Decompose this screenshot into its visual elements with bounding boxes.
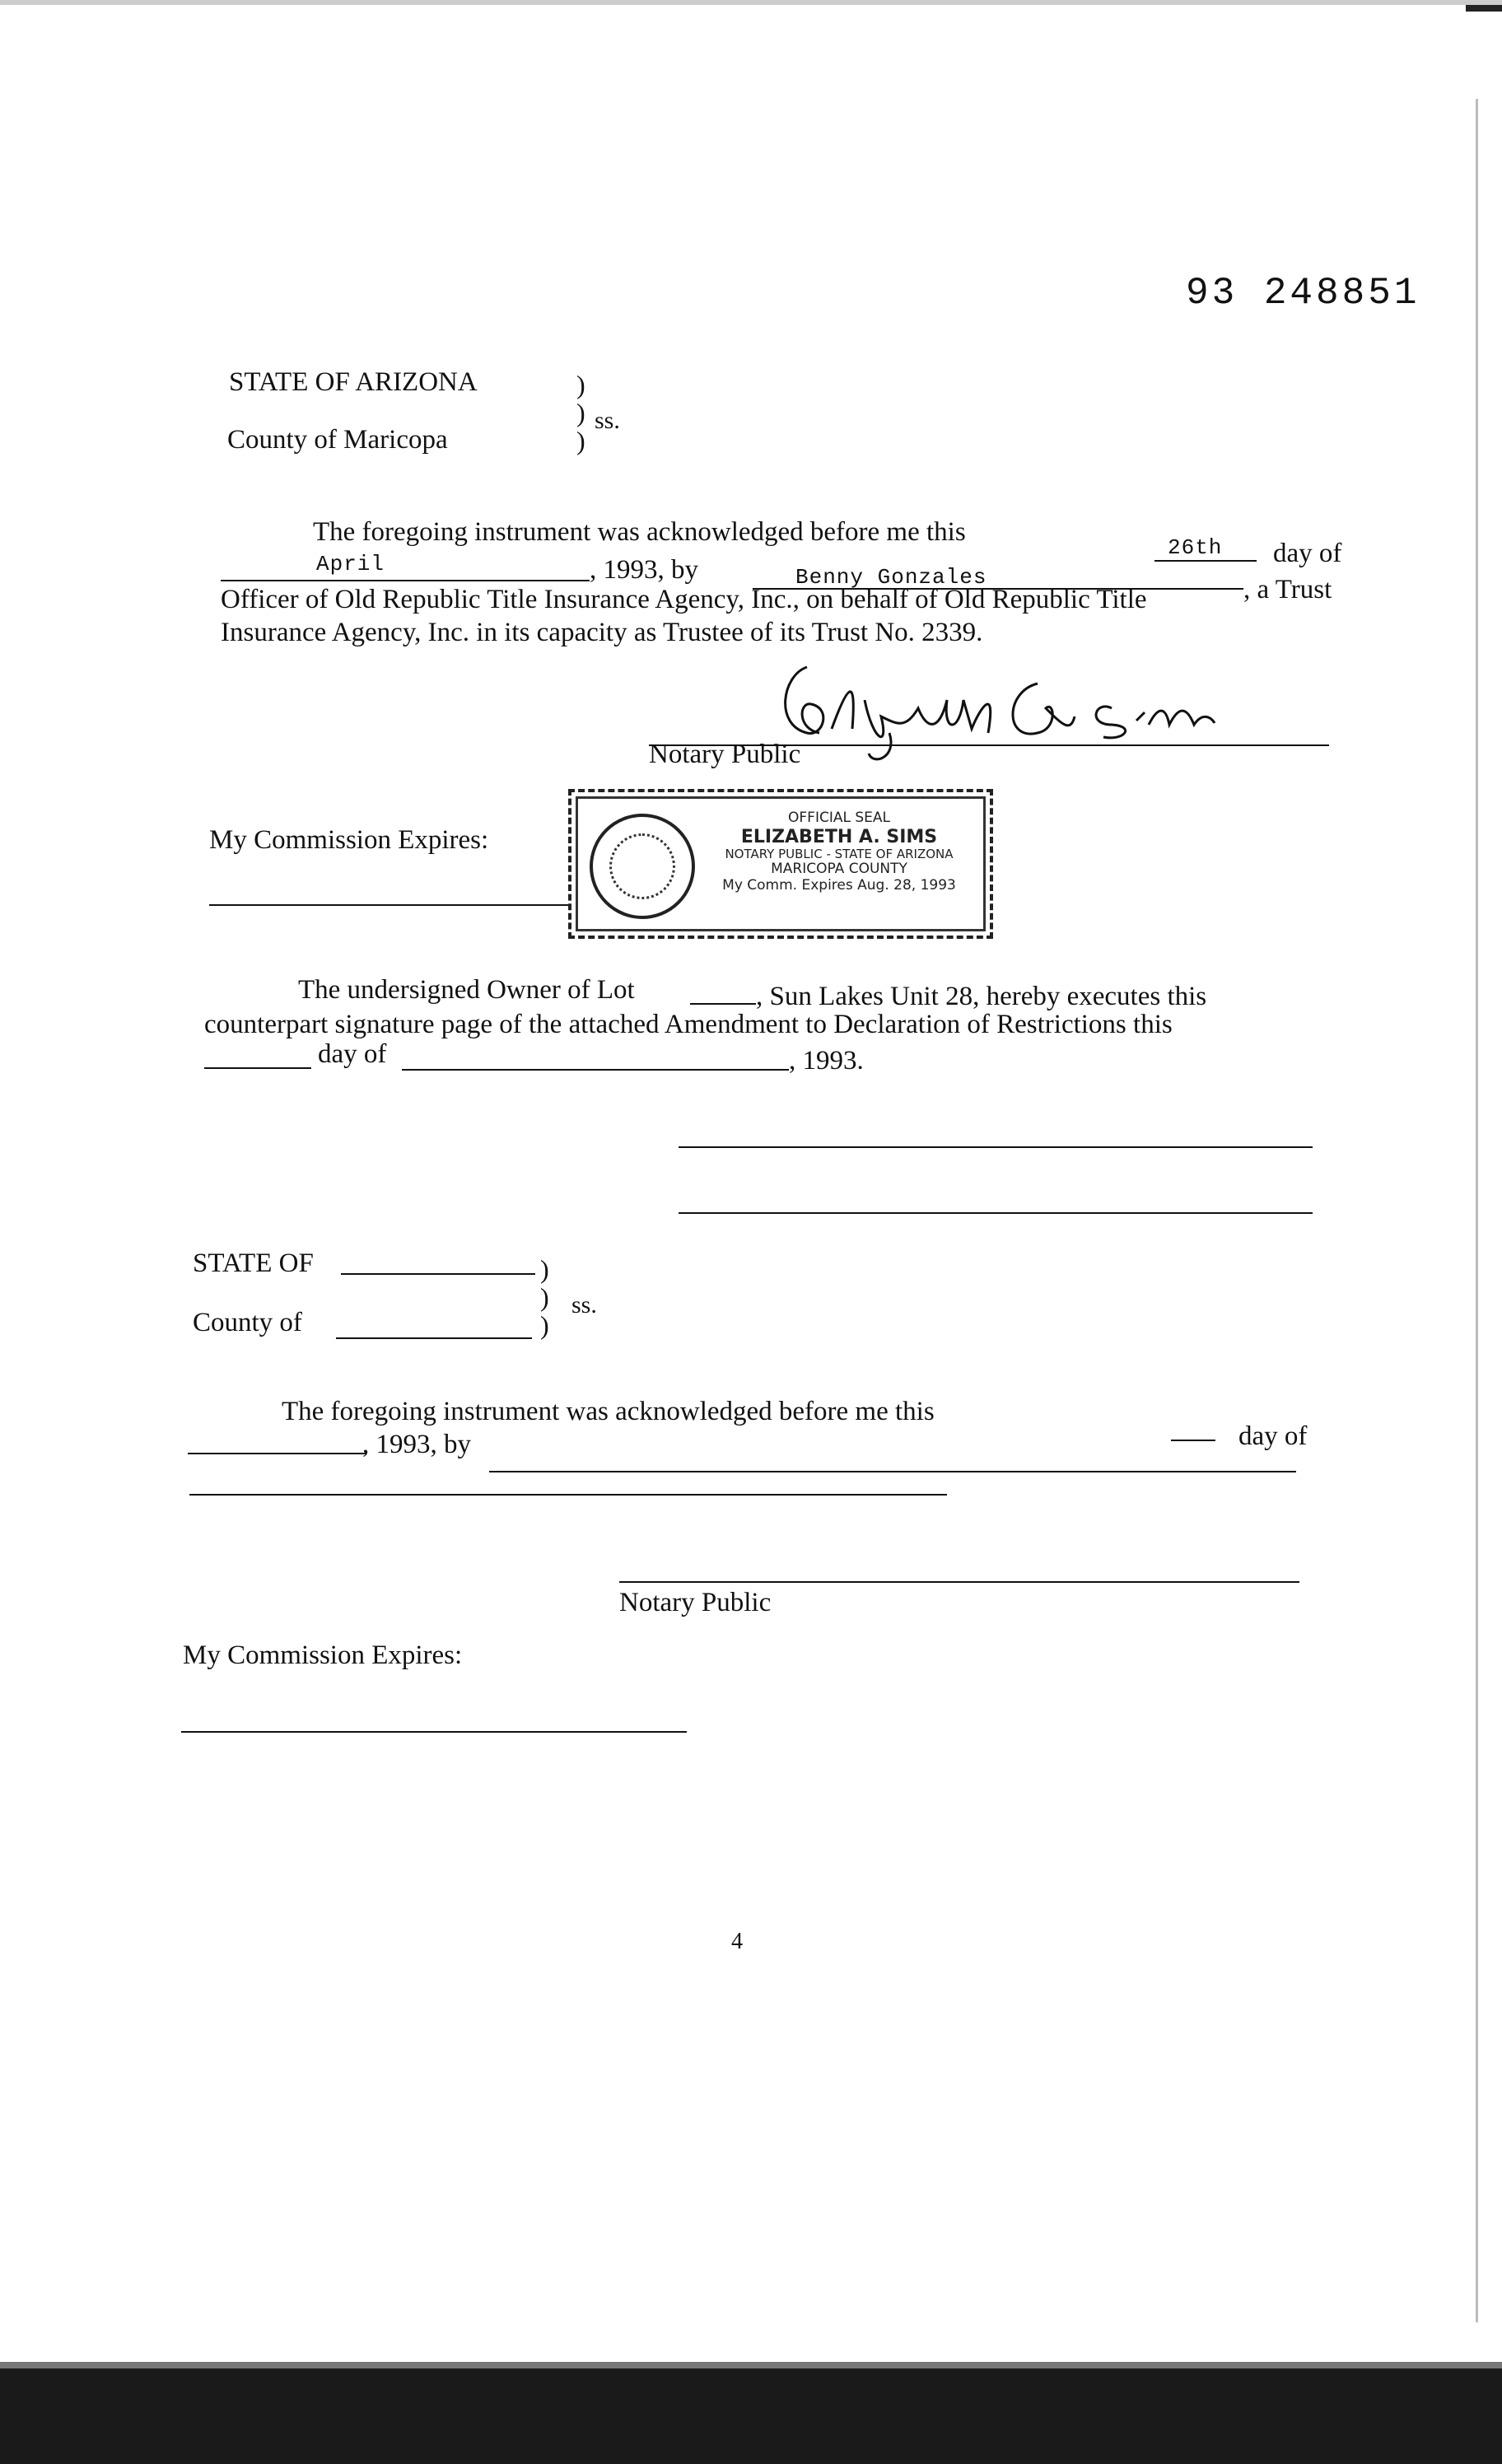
county-blank-label: County of <box>193 1308 302 1337</box>
notary-public-label: Notary Public <box>649 740 801 769</box>
state-label: STATE OF ARIZONA <box>229 367 478 397</box>
ack2-commission-line <box>181 1731 687 1733</box>
county-blank-line <box>336 1337 532 1339</box>
stamp-line-5: My Comm. Expires Aug. 28, 1993 <box>722 876 956 894</box>
ack2-line-2: , 1993, by <box>362 1430 471 1459</box>
ack2-day-line <box>1171 1440 1215 1441</box>
ss-label: ss. <box>571 1291 597 1318</box>
signature-image <box>774 651 1219 766</box>
scan-top-edge <box>0 0 1502 5</box>
scan-bottom-shadow <box>0 2362 1502 2368</box>
document-number: 93 248851 <box>1186 272 1420 315</box>
ack2-commission-label: My Commission Expires: <box>183 1640 463 1670</box>
owner-month-line <box>402 1069 789 1071</box>
month-line <box>221 580 590 581</box>
ack-line-3: Officer of Old Republic Title Insurance Agency, Inc., on behalf of Old Republic Title <box>221 585 1147 614</box>
person-value: Benny Gonzales <box>795 565 987 590</box>
trust-text: , a Trust <box>1243 575 1332 604</box>
owner-signature-line-1 <box>679 1146 1313 1148</box>
day-line <box>1154 560 1257 562</box>
notary-seal-stamp <box>568 789 993 939</box>
stamp-line-1: OFFICIAL SEAL <box>788 810 890 826</box>
owner-day-line <box>204 1067 311 1069</box>
owner-line-1-end: , Sun Lakes Unit 28, hereby executes this <box>756 982 1207 1011</box>
page-number: 4 <box>731 1929 743 1954</box>
ack2-person-line-2 <box>189 1494 947 1496</box>
year-by-text: , 1993, by <box>590 555 698 585</box>
lot-line <box>690 1003 756 1005</box>
ss-label: ss. <box>595 407 620 434</box>
state-blank-label: STATE OF <box>193 1248 314 1278</box>
county-label: County of Maricopa <box>227 425 448 455</box>
ack2-notary-label: Notary Public <box>619 1588 772 1617</box>
owner-line-3-day: day of <box>318 1039 387 1069</box>
ack-line-1-end: day of <box>1273 539 1342 568</box>
ack2-person-line <box>489 1471 1296 1472</box>
ack2-notary-line <box>619 1581 1299 1583</box>
commission-line <box>209 904 571 906</box>
day-value: 26th <box>1168 535 1223 560</box>
owner-line-1: The undersigned Owner of Lot <box>298 975 635 1005</box>
state-blank-line <box>341 1273 535 1275</box>
bracket: ) ) ) <box>576 370 585 455</box>
stamp-line-2: ELIZABETH A. SIMS <box>740 826 938 847</box>
ack-line-4: Insurance Agency, Inc. in its capacity as Trustee of its Trust No. 2339. <box>221 618 983 647</box>
ack2-line-1: The foregoing instrument was acknowledged before me this <box>282 1397 935 1426</box>
scan-right-edge <box>1476 99 1478 2322</box>
state-seal-icon <box>590 814 695 919</box>
owner-line-2: counterpart signature page of the attached Amendment to Declaration of Restrictions this <box>204 1010 1173 1039</box>
ack2-month-line <box>188 1453 366 1454</box>
ack2-line-1-end: day of <box>1238 1421 1308 1451</box>
month-value: April <box>316 552 385 576</box>
owner-signature-line-2 <box>679 1212 1313 1214</box>
ack-line-1: The foregoing instrument was acknowledged before me this <box>313 517 966 547</box>
stamp-line-4: MARICOPA COUNTY <box>771 861 907 878</box>
commission-expires-label: My Commission Expires: <box>209 825 489 855</box>
owner-line-3-year: , 1993. <box>789 1046 864 1076</box>
scan-bottom-edge <box>0 2368 1502 2464</box>
bracket: ) ) ) <box>540 1254 549 1340</box>
stamp-line-3: NOTARY PUBLIC - STATE OF ARIZONA <box>725 846 954 861</box>
